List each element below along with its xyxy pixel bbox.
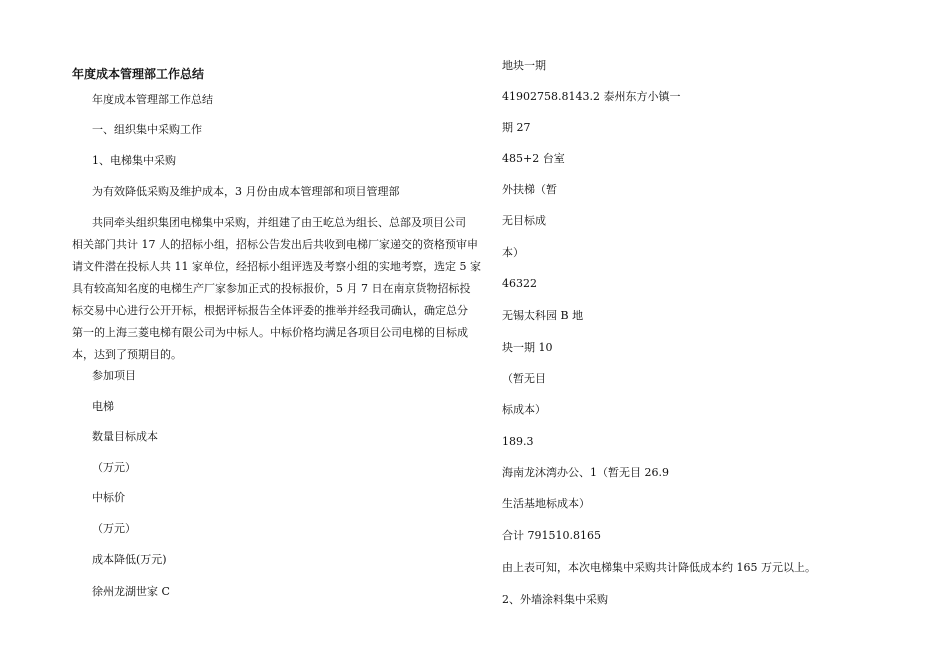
table-text: 485+2 台室 [502, 152, 565, 165]
table-text: 外扶梯（暂 [502, 183, 557, 196]
table-text: 期 27 [502, 121, 531, 134]
table-text: 41902758.8143.2 泰州东方小镇一 [502, 90, 681, 103]
document-subtitle: 年度成本管理部工作总结 [92, 93, 213, 106]
table-text: 189.3 [502, 435, 534, 448]
table-text: 参加项目 [92, 369, 136, 382]
table-text: （万元） [92, 461, 136, 474]
intro-text: 为有效降低采购及维护成本，3 月份由成本管理部和项目管理部 [92, 185, 400, 198]
table-text: 无锡太科园 B 地 [502, 309, 584, 322]
document-title: 年度成本管理部工作总结 [72, 67, 205, 81]
paragraph-line: 第一的上海三菱电梯有限公司为中标人。中标价格均满足各项目公司电梯的目标成 [72, 326, 468, 339]
section-heading: 一、组织集中采购工作 [92, 123, 202, 136]
table-text: 徐州龙湖世家 C [92, 585, 170, 598]
summary-text: 由上表可知，本次电梯集中采购共计降低成本约 165 万元以上。 [502, 561, 816, 574]
table-text: 本） [502, 246, 524, 259]
table-text: （万元） [92, 522, 136, 535]
table-text: 中标价 [92, 491, 125, 504]
table-text: 46322 [502, 277, 537, 290]
paragraph-line: 本，达到了预期目的。 [72, 348, 182, 361]
paragraph-line: 共同牵头组织集团电梯集中采购，并组建了由王屹总为组长、总部及项目公司 [92, 216, 466, 229]
table-text: 数量目标成本 [92, 430, 158, 443]
body-paragraph [72, 212, 481, 366]
paragraph-line: 标交易中心进行公开开标，根据评标报告全体评委的推举并经我司确认，确定总分 [72, 304, 468, 317]
table-total: 合计 791510.8165 [502, 529, 601, 542]
paragraph-line: 请文件潜在投标人共 11 家单位，经招标小组评选及考察小组的实地考察，选定 5 家 [72, 260, 481, 273]
subsection-heading: 2、外墙涂料集中采购 [502, 593, 608, 606]
table-text: 生活基地标成本） [502, 497, 590, 510]
subsection-heading: 1、电梯集中采购 [92, 154, 176, 167]
table-text: （暂无目 [502, 372, 546, 385]
table-text: 标成本） [502, 403, 546, 416]
paragraph-line: 相关部门共计 17 人的招标小组，招标公告发出后共收到电梯厂家递交的资格预审申 [72, 238, 478, 251]
table-text: 成本降低(万元) [92, 553, 167, 566]
table-text: 块一期 10 [502, 341, 553, 354]
table-text: 海南龙沐湾办公、1（暂无目 26.9 [502, 466, 669, 479]
table-text: 地块一期 [502, 59, 546, 72]
table-text: 无目标成 [502, 214, 546, 227]
table-text: 电梯 [92, 400, 114, 413]
paragraph-line: 具有较高知名度的电梯生产厂家参加正式的投标报价，5 月 7 日在南京货物招标投 [72, 282, 471, 295]
